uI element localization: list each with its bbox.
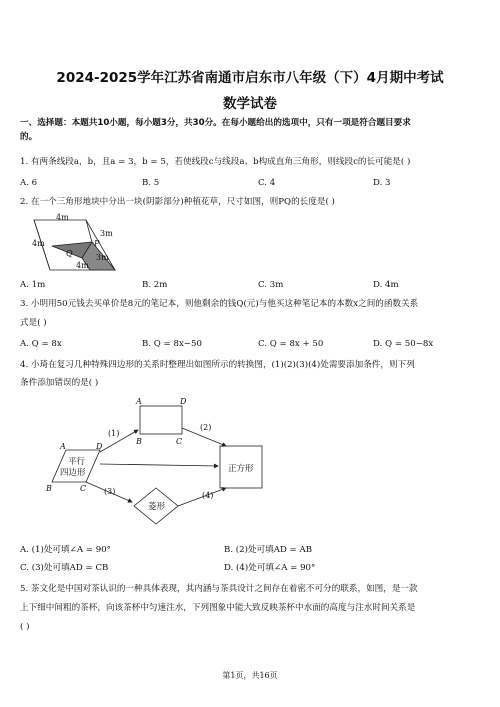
q2-label-q: Q xyxy=(66,249,73,258)
rectangle-shape xyxy=(140,406,182,434)
q2-label-right-lower: 3m xyxy=(96,253,109,262)
q3-stem: 3. 小明用50元钱去买单价是8元的笔记本，则他剩余的钱Q(元)与他买这种笔记本的本数x之间的函数关系 xyxy=(20,299,419,309)
square-label: 正方形 xyxy=(228,464,254,474)
q5-stem-cont: 上下细中间粗的茶杯，向该茶杯中匀速注水，下列图象中能大致反映茶杯中水面的高度与注水时间关系是 xyxy=(20,603,416,613)
q4-stem: 4. 小琦在复习几种特殊四边形的关系时整理出如图所示的转换图，(1)(2)(3)(4)处需要添加条件，则下列 xyxy=(20,360,415,370)
rectangle-vertex-c: C xyxy=(176,437,183,446)
page-footer: 第1页，共16页 xyxy=(222,671,278,680)
q2-option-d[interactable]: D. 4m xyxy=(373,280,399,290)
parallelogram-vertex-a: A xyxy=(60,442,66,451)
q1-option-b[interactable]: B. 5 xyxy=(142,178,160,188)
step4-label: (4) xyxy=(202,491,214,500)
rectangle-vertex-b: B xyxy=(136,437,142,446)
q4-quadrilateral-diagram xyxy=(30,394,290,529)
section-heading-cont: 的。 xyxy=(20,132,38,142)
parallelogram-vertex-c: C xyxy=(80,484,87,493)
q3-option-a[interactable]: A. Q = 8x xyxy=(20,339,62,349)
q1-option-d[interactable]: D. 3 xyxy=(373,178,391,188)
q4-option-c[interactable]: C. (3)处可填AD = CB xyxy=(20,563,109,573)
q3-option-d[interactable]: D. Q = 50−8x xyxy=(373,339,434,349)
rectangle-vertex-d: D xyxy=(180,397,187,406)
q4-option-b[interactable]: B. (2)处可填AD = AB xyxy=(224,545,313,555)
q2-label-top: 4m xyxy=(56,213,69,222)
q1-option-c[interactable]: C. 4 xyxy=(258,178,276,188)
q3-option-b[interactable]: B. Q = 8x−50 xyxy=(142,339,202,349)
q2-label-bottom: 4m xyxy=(76,261,89,270)
parallelogram-label-1: 平行 xyxy=(68,457,86,467)
q1-stem: 1. 有两条线段a，b，且a = 3，b = 5，若使线段c与线段a、b构成直角三角形，则线段c的长可能是( ) xyxy=(20,157,411,167)
exam-subtitle: 数学试卷 xyxy=(223,96,277,112)
parallelogram-label-2: 四边形 xyxy=(60,468,86,478)
q4-stem-cont: 条件添加错误的是( ) xyxy=(20,378,99,388)
q2-option-b[interactable]: B. 2m xyxy=(142,280,168,290)
q1-option-a[interactable]: A. 6 xyxy=(20,178,38,188)
q3-stem-cont: 式是( ) xyxy=(20,318,47,328)
q2-option-c[interactable]: C. 3m xyxy=(258,280,284,290)
section-heading: 一、选择题：本题共10小题，每小题3分，共30分。在每小题给出的选项中，只有一项是符合题目要求 xyxy=(20,118,411,128)
q3-option-c[interactable]: C. Q = 8x + 50 xyxy=(258,339,324,349)
q2-option-a[interactable]: A. 1m xyxy=(20,280,46,290)
q5-stem-cont2: ( ) xyxy=(20,622,30,632)
parallelogram-vertex-d: D xyxy=(96,442,103,451)
rhombus-label: 菱形 xyxy=(148,502,166,512)
q2-stem: 2. 在一个三角形地块中分出一块(阴影部分)种植花草，尺寸如图，则PQ的长度是( ) xyxy=(20,197,335,207)
q5-stem: 5. 茶文化是中国对茶认识的一种具体表现，其内涵与茶具设计之间存在着密不可分的联系，如图，是一款 xyxy=(20,584,418,594)
rectangle-vertex-a: A xyxy=(136,397,142,406)
q2-label-right-upper: 3m xyxy=(100,229,113,238)
q2-triangle-figure xyxy=(30,212,125,272)
q2-label-p: P xyxy=(94,239,100,248)
exam-title: 2024-2025学年江苏省南通市启东市八年级（下）4月期中考试 xyxy=(56,70,444,86)
q2-label-left: 4m xyxy=(32,239,45,248)
step1-label: (1) xyxy=(108,429,120,438)
q4-option-a[interactable]: A. (1)处可填∠A = 90° xyxy=(20,545,111,555)
q4-option-d[interactable]: D. (4)处可填∠A = 90° xyxy=(224,563,316,573)
step2-label: (2) xyxy=(200,423,212,432)
step3-label: (3) xyxy=(104,487,116,496)
parallelogram-vertex-b: B xyxy=(46,484,52,493)
